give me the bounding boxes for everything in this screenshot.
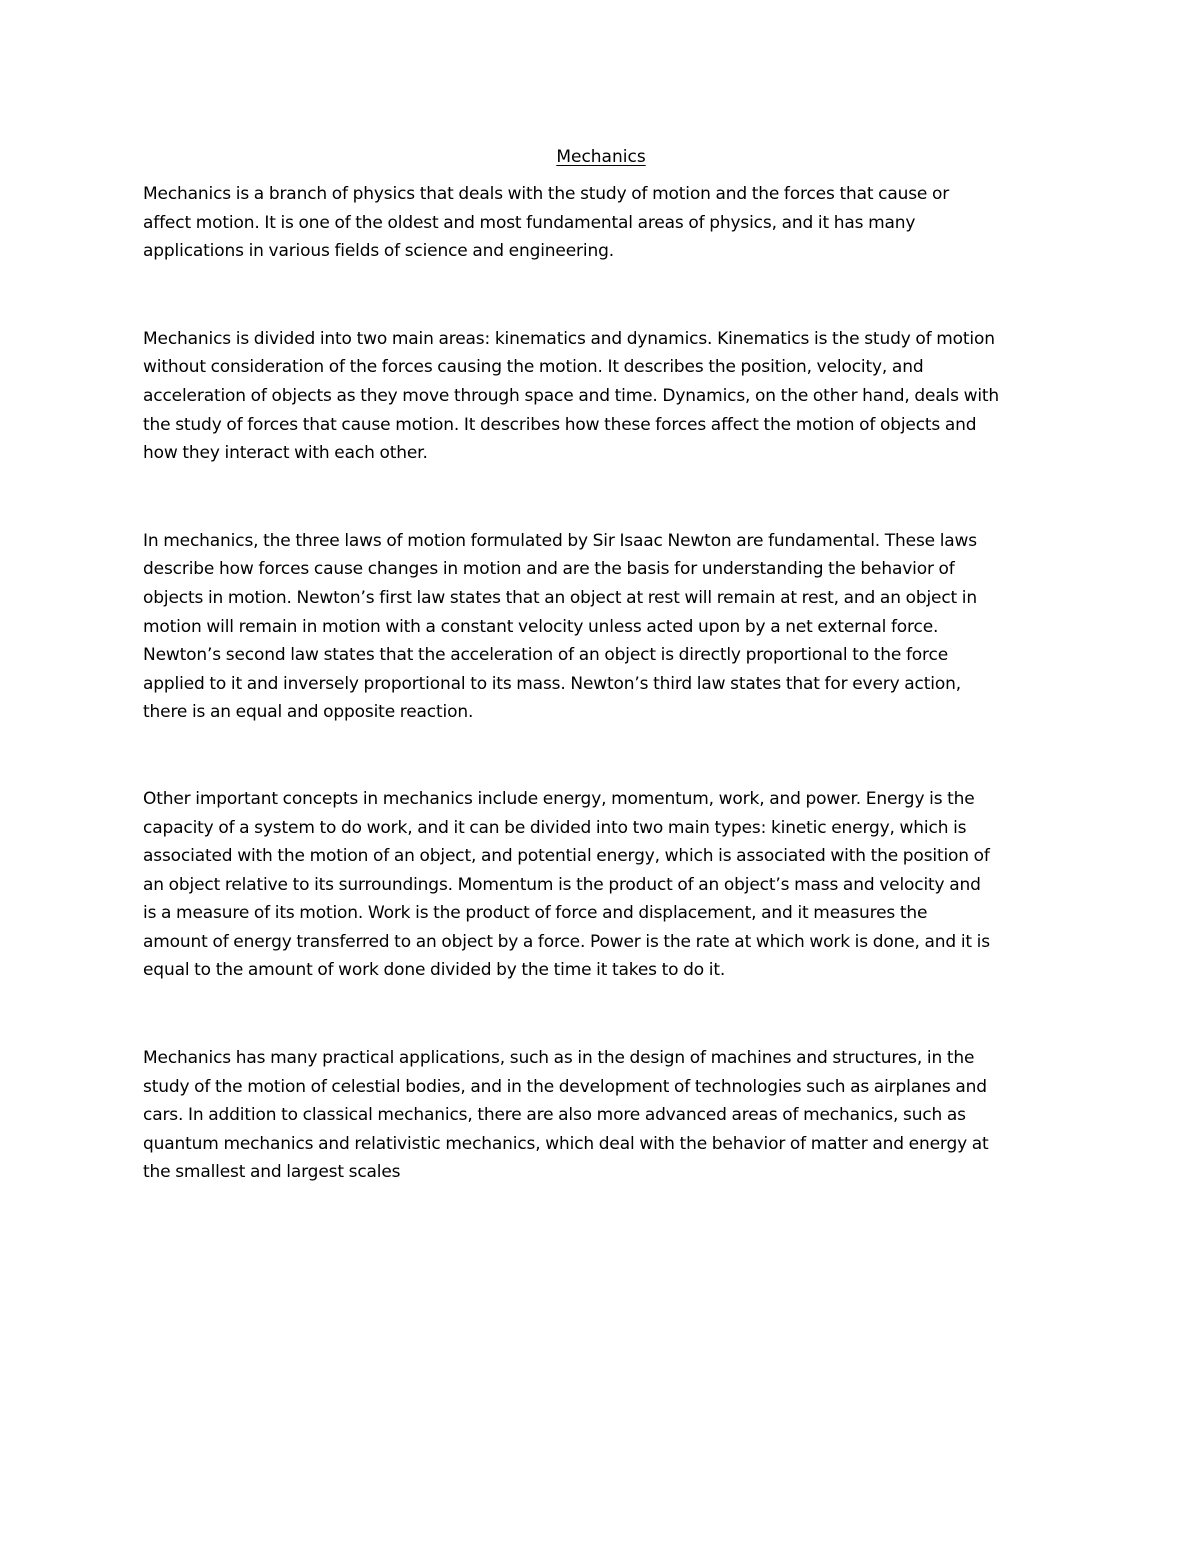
text-line: applied to it and inversely proportional to its mass. Newton’s third law states that for every action, — [143, 673, 961, 694]
document-page — [143, 143, 1059, 1187]
text-line: the smallest and largest scales — [143, 1162, 401, 1183]
text-line: motion will remain in motion with a constant velocity unless acted upon by a net external force. — [143, 616, 939, 637]
text-line: applications in various fields of science and engineering. — [143, 241, 614, 262]
text-line: is a measure of its motion. Work is the product of force and displacement, and it measures the — [143, 903, 928, 924]
document-title: Mechanics — [556, 147, 646, 167]
text-line: without consideration of the forces causing the motion. It describes the position, velocity, and — [143, 357, 924, 378]
text-line: objects in motion. Newton’s first law states that an object at rest will remain at rest, and an object in — [143, 587, 978, 608]
text-line: equal to the amount of work done divided by the time it takes to do it. — [143, 960, 726, 981]
text-line: cars. In addition to classical mechanics, there are also more advanced areas of mechanics, such as — [143, 1105, 966, 1126]
text-line: affect motion. It is one of the oldest and most fundamental areas of physics, and it has many — [143, 212, 916, 233]
text-line: how they interact with each other. — [143, 443, 428, 464]
text-line: quantum mechanics and relativistic mechanics, which deal with the behavior of matter and energy at — [143, 1133, 989, 1154]
text-line: acceleration of objects as they move through space and time. Dynamics, on the other hand, deals with — [143, 385, 1000, 406]
text-line: Newton’s second law states that the acceleration of an object is directly proportional to the force — [143, 645, 949, 666]
paragraph-intro — [143, 180, 1059, 266]
text-line: Mechanics has many practical applications, such as in the design of machines and structures, in the — [143, 1048, 975, 1069]
text-line: capacity of a system to do work, and it can be divided into two main types: kinetic energy, which is — [143, 817, 967, 838]
text-line: there is an equal and opposite reaction. — [143, 702, 474, 723]
text-line: an object relative to its surroundings. Momentum is the product of an object’s mass and velocity and — [143, 874, 981, 895]
text-line: amount of energy transferred to an object by a force. Power is the rate at which work is done, and it is — [143, 931, 990, 952]
text-line: In mechanics, the three laws of motion formulated by Sir Isaac Newton are fundamental. These laws — [143, 530, 978, 551]
text-line: Mechanics is a branch of physics that deals with the study of motion and the forces that cause or — [143, 184, 950, 204]
text-line: the study of forces that cause motion. It describes how these forces affect the motion of objects and — [143, 414, 977, 435]
paragraph-kinematics-dynamics — [143, 325, 1059, 468]
text-line: study of the motion of celestial bodies, and in the development of technologies such as airplanes and — [143, 1076, 987, 1097]
text-line: Mechanics is divided into two main areas: kinematics and dynamics. Kinematics is the study of motion — [143, 328, 995, 349]
text-line: describe how forces cause changes in motion and are the basis for understanding the behavior of — [143, 559, 955, 580]
text-line: associated with the motion of an object, and potential energy, which is associated with the position of — [143, 846, 990, 867]
paragraph-energy-momentum — [143, 785, 1059, 985]
paragraph-applications — [143, 1044, 1059, 1187]
text-line: Other important concepts in mechanics include energy, momentum, work, and power. Energy is the — [143, 788, 975, 809]
paragraph-newton-laws — [143, 527, 1059, 727]
